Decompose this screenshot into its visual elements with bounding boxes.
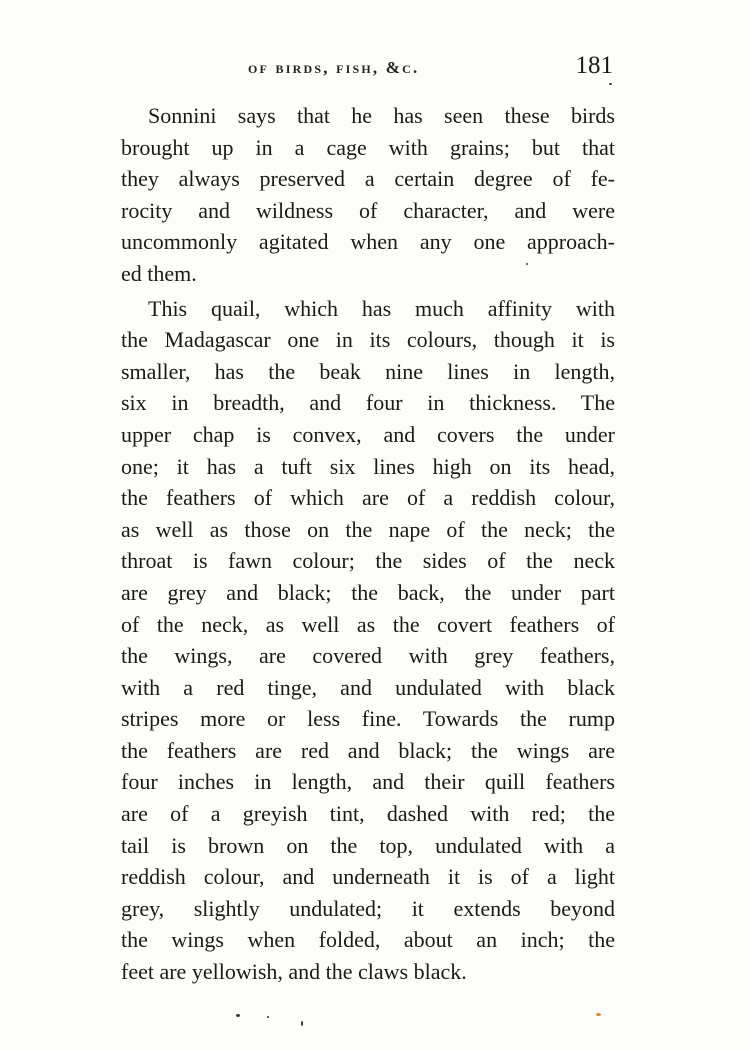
paragraph [121, 293, 615, 988]
text-line: throat is fawn colour; the sides of the neck [121, 548, 615, 574]
text-line: the feathers are red and black; the wings are [121, 737, 615, 763]
text-line: reddish colour, and underneath it is of a light [121, 864, 615, 890]
page-number: 181 [575, 52, 613, 79]
text-line: stripes more or less fine. Towards the rump [121, 706, 615, 732]
text-line: are grey and black; the back, the under part [121, 579, 615, 605]
text-line: This quail, which has much affinity with [148, 295, 615, 321]
text-line: are of a greyish tint, dashed with red; the [121, 801, 615, 827]
text-line: grey, slightly undulated; it extends beyond [121, 895, 615, 921]
paragraph [121, 100, 615, 290]
text-line: uncommonly agitated when any one approach- [121, 229, 615, 255]
text-line: of the neck, as well as the covert feathers of [121, 611, 615, 637]
text-line: the wings when folded, about an inch; the [121, 927, 615, 953]
print-speck [609, 83, 612, 85]
text-line: smaller, has the beak nine lines in length, [121, 358, 615, 384]
text-line: the wings, are covered with grey feathers, [121, 643, 615, 669]
text-line: feet are yellowish, and the claws black. [121, 959, 467, 985]
text-line: ed them. [121, 260, 197, 286]
text-line: rocity and wildness of character, and were [121, 197, 615, 223]
running-title: of birds, fish, &c. [248, 58, 420, 77]
text-line: brought up in a cage with grains; but that [121, 134, 615, 160]
print-speck [526, 263, 528, 265]
print-speck [596, 1013, 601, 1016]
text-line: tail is brown on the top, undulated with a [121, 832, 615, 858]
text-line: four inches in length, and their quill feathers [121, 769, 615, 795]
text-line: they always preserved a certain degree of fe- [121, 166, 615, 192]
text-line: with a red tinge, and undulated with black [121, 674, 615, 700]
text-line: Sonnini says that he has seen these birds [148, 103, 615, 128]
text-line: six in breadth, and four in thickness. The [121, 390, 615, 416]
text-line: as well as those on the nape of the neck; the [121, 516, 615, 542]
text-line: upper chap is convex, and covers the under [121, 421, 615, 447]
print-speck [236, 1014, 240, 1017]
text-line: the feathers of which are of a reddish colour, [121, 485, 615, 511]
print-speck [301, 1021, 303, 1026]
body-text [121, 100, 615, 988]
text-line: one; it has a tuft six lines high on its head, [121, 453, 615, 479]
print-speck [267, 1016, 269, 1018]
text-line: the Madagascar one in its colours, though it is [121, 327, 615, 353]
running-header [120, 52, 615, 86]
